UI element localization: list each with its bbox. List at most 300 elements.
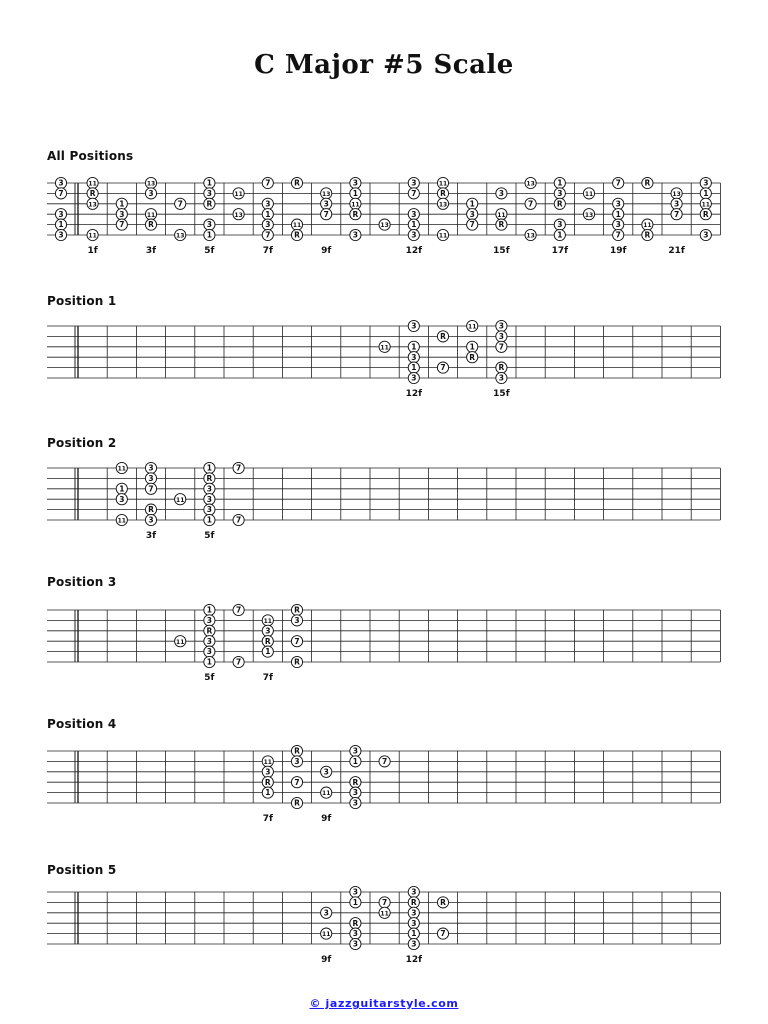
note-label: 3 — [206, 616, 213, 625]
note-label: 11 — [701, 201, 710, 209]
note-marker — [350, 928, 361, 939]
note-label: 3 — [265, 199, 271, 209]
note-label: 3 — [411, 352, 417, 362]
note-label: 3 — [352, 746, 359, 756]
note-label: 7 — [440, 929, 446, 939]
note-label: 11 — [584, 191, 594, 198]
note-marker — [379, 219, 390, 230]
note-marker — [116, 483, 127, 494]
note-label: 3 — [352, 788, 359, 798]
page-title: C Major #5 Scale — [254, 50, 514, 80]
note-label: 13 — [234, 211, 243, 219]
note-marker — [262, 777, 273, 788]
note-label: R — [644, 178, 651, 188]
note-marker — [613, 219, 624, 230]
note-label: 1 — [469, 199, 475, 209]
note-marker — [525, 198, 536, 209]
note-marker — [262, 787, 273, 798]
note-label: 1 — [119, 199, 125, 209]
note-marker — [116, 462, 127, 473]
note-marker — [262, 198, 273, 209]
note-marker — [204, 473, 215, 484]
note-marker — [204, 625, 215, 636]
note-marker — [642, 177, 653, 188]
note-label: 7 — [440, 363, 446, 373]
note-label: 3 — [206, 484, 213, 494]
note-marker — [467, 352, 478, 363]
fret-number-label: 9f — [321, 955, 332, 965]
note-label: R — [702, 209, 709, 219]
note-label: 3 — [411, 178, 417, 188]
note-marker — [233, 514, 244, 525]
note-marker — [321, 787, 332, 798]
note-marker — [55, 229, 66, 240]
note-marker — [408, 897, 419, 908]
note-marker — [408, 219, 419, 230]
note-marker — [437, 177, 448, 188]
note-label: 11 — [643, 222, 652, 230]
note-label: 11 — [88, 180, 97, 188]
note-label: 3 — [615, 220, 621, 230]
fret-number-label: 9f — [321, 814, 332, 824]
note-marker — [204, 636, 215, 647]
note-marker — [408, 372, 419, 383]
note-marker — [87, 198, 98, 209]
note-label: 11 — [380, 344, 389, 352]
note-marker — [350, 756, 361, 767]
note-marker — [262, 615, 273, 626]
fret-number-label: 1f — [87, 246, 98, 256]
note-marker — [291, 604, 302, 615]
note-marker — [379, 756, 390, 767]
note-label: 11 — [438, 232, 448, 240]
note-label: 3 — [323, 767, 329, 777]
note-marker — [87, 177, 98, 188]
note-label: 7 — [177, 199, 183, 209]
note-marker — [175, 636, 186, 647]
fretboard-position-3 — [0, 602, 768, 702]
note-label: R — [264, 777, 271, 787]
note-marker — [496, 188, 507, 199]
note-label: 11 — [292, 222, 302, 230]
note-marker — [525, 229, 536, 240]
note-label: 3 — [148, 474, 154, 483]
note-marker — [554, 177, 565, 188]
note-label: 1 — [615, 209, 621, 219]
note-marker — [467, 198, 478, 209]
note-marker — [321, 198, 332, 209]
note-marker — [671, 209, 682, 220]
note-marker — [204, 229, 215, 240]
note-marker — [583, 188, 594, 199]
note-marker — [233, 656, 244, 667]
note-label: 11 — [88, 232, 97, 240]
note-marker — [350, 188, 361, 199]
note-label: 3 — [58, 230, 64, 240]
note-label: 3 — [673, 199, 680, 209]
note-marker — [408, 320, 419, 331]
note-label: 3 — [148, 463, 154, 473]
note-label: 1 — [206, 178, 213, 188]
note-label: 7 — [119, 220, 125, 230]
note-marker — [262, 209, 273, 220]
note-label: R — [294, 798, 300, 808]
note-label: 13 — [322, 191, 331, 198]
section-title-position-2: Position 2 — [47, 436, 117, 450]
note-marker — [408, 341, 419, 352]
note-label: 1 — [557, 230, 563, 240]
note-marker — [291, 229, 302, 240]
note-label: 3 — [119, 494, 125, 504]
note-label: 3 — [411, 918, 417, 928]
note-label: R — [294, 230, 300, 240]
note-marker — [145, 188, 156, 199]
note-marker — [233, 604, 244, 615]
note-label: 3 — [352, 230, 359, 240]
note-label: 11 — [117, 465, 126, 473]
note-label: 3 — [352, 929, 359, 939]
note-label: R — [206, 474, 213, 483]
note-marker — [583, 209, 594, 220]
note-label: 3 — [148, 189, 154, 198]
note-marker — [437, 198, 448, 209]
section-title-position-4: Position 4 — [47, 717, 117, 731]
note-marker — [437, 362, 448, 373]
note-label: 3 — [352, 178, 359, 188]
note-label: 11 — [322, 931, 331, 939]
note-label: 11 — [234, 191, 243, 198]
note-label: 13 — [146, 180, 156, 188]
note-marker — [204, 656, 215, 667]
note-marker — [350, 787, 361, 798]
note-marker — [291, 219, 302, 230]
note-marker — [700, 209, 711, 220]
note-marker — [204, 514, 215, 525]
note-label: 13 — [176, 232, 185, 240]
note-marker — [467, 219, 478, 230]
note-marker — [350, 886, 361, 897]
note-marker — [262, 636, 273, 647]
note-marker — [204, 504, 215, 515]
note-marker — [116, 198, 127, 209]
note-label: 11 — [438, 180, 448, 188]
note-marker — [554, 188, 565, 199]
note-marker — [350, 797, 361, 808]
note-label: 7 — [294, 636, 300, 646]
note-label: 3 — [411, 209, 417, 219]
fret-number-label: 7f — [262, 673, 273, 683]
note-label: 1 — [352, 189, 359, 198]
note-marker — [496, 219, 507, 230]
note-label: R — [410, 898, 417, 907]
note-label: R — [294, 657, 300, 667]
note-label: 11 — [176, 496, 185, 504]
fret-number-label: 12f — [405, 955, 423, 965]
fret-number-label: 5f — [204, 531, 215, 541]
note-marker — [321, 766, 332, 777]
note-marker — [350, 177, 361, 188]
note-marker — [175, 229, 186, 240]
note-marker — [204, 483, 215, 494]
note-marker — [437, 188, 448, 199]
note-label: 1 — [58, 220, 64, 230]
note-marker — [379, 907, 390, 918]
note-label: R — [352, 918, 359, 928]
fretboard-all-positions — [0, 175, 768, 275]
note-label: 13 — [526, 180, 535, 188]
note-label: 7 — [615, 178, 621, 188]
note-marker — [408, 918, 419, 929]
note-label: 7 — [323, 209, 329, 219]
note-marker — [350, 745, 361, 756]
note-label: 1 — [265, 209, 271, 219]
note-label: 1 — [206, 463, 213, 473]
note-marker — [145, 483, 156, 494]
note-label: 3 — [265, 220, 271, 230]
note-marker — [145, 504, 156, 515]
fret-number-label: 21f — [668, 246, 685, 256]
note-label: 1 — [206, 515, 213, 525]
note-marker — [700, 198, 711, 209]
note-label: R — [440, 898, 446, 907]
note-label: 1 — [206, 605, 213, 615]
note-marker — [613, 198, 624, 209]
note-label: 3 — [323, 908, 329, 918]
note-marker — [467, 320, 478, 331]
note-label: 7 — [265, 230, 271, 240]
note-marker — [525, 177, 536, 188]
note-label: 3 — [411, 321, 417, 331]
section-title-position-3: Position 3 — [47, 575, 117, 589]
note-marker — [233, 188, 244, 199]
note-marker — [175, 494, 186, 505]
note-marker — [408, 907, 419, 918]
note-label: 7 — [265, 178, 271, 188]
note-marker — [321, 907, 332, 918]
fretboard-position-1 — [0, 318, 768, 418]
fretboard-position-5 — [0, 884, 768, 984]
note-label: 1 — [265, 788, 271, 798]
note-label: 3 — [148, 515, 154, 525]
note-marker — [408, 938, 419, 949]
note-label: 1 — [119, 484, 125, 494]
fret-number-label: 5f — [204, 673, 215, 683]
section-title-all-positions: All Positions — [47, 149, 134, 163]
note-marker — [613, 209, 624, 220]
note-label: R — [89, 189, 96, 198]
fret-number-label: 12f — [405, 246, 423, 256]
fret-number-label: 9f — [321, 246, 332, 256]
note-label: R — [440, 332, 446, 341]
fret-number-label: 5f — [204, 246, 215, 256]
note-label: R — [264, 636, 271, 646]
fret-number-label: 7f — [262, 246, 273, 256]
note-label: 3 — [498, 332, 505, 341]
note-marker — [55, 209, 66, 220]
note-label: 7 — [469, 220, 475, 230]
note-marker — [204, 604, 215, 615]
note-label: 3 — [294, 757, 300, 766]
note-label: 3 — [294, 616, 300, 625]
note-label: 3 — [119, 209, 125, 219]
fretboard-position-2 — [0, 460, 768, 560]
note-label: 3 — [498, 321, 505, 331]
note-marker — [350, 229, 361, 240]
note-label: 11 — [380, 910, 389, 918]
note-label: 3 — [265, 767, 271, 777]
note-marker — [408, 928, 419, 939]
note-marker — [437, 331, 448, 342]
note-marker — [437, 229, 448, 240]
note-marker — [496, 372, 507, 383]
note-label: 1 — [411, 342, 417, 352]
note-label: R — [206, 199, 213, 209]
note-marker — [55, 188, 66, 199]
note-label: R — [556, 199, 563, 209]
note-label: 3 — [498, 189, 505, 198]
note-marker — [350, 897, 361, 908]
note-marker — [321, 928, 332, 939]
note-label: 1 — [352, 757, 359, 766]
note-label: 7 — [235, 605, 242, 615]
note-marker — [613, 229, 624, 240]
footer — [0, 992, 768, 1011]
note-marker — [554, 229, 565, 240]
note-marker — [408, 886, 419, 897]
note-marker — [554, 198, 565, 209]
section-title-position-1: Position 1 — [47, 294, 117, 308]
note-label: 7 — [235, 463, 242, 473]
note-label: 7 — [58, 189, 64, 198]
note-marker — [291, 636, 302, 647]
note-marker — [350, 918, 361, 929]
note-label: 3 — [206, 647, 213, 657]
note-marker — [467, 341, 478, 352]
note-label: R — [352, 209, 359, 219]
note-label: 1 — [557, 178, 563, 188]
note-marker — [175, 198, 186, 209]
note-marker — [321, 209, 332, 220]
note-marker — [55, 177, 66, 188]
note-marker — [291, 797, 302, 808]
note-label: 13 — [380, 222, 389, 230]
note-label: 1 — [206, 230, 213, 240]
note-label: R — [294, 605, 300, 615]
note-label: 3 — [703, 178, 709, 188]
note-marker — [642, 219, 653, 230]
note-marker — [379, 897, 390, 908]
note-label: 3 — [411, 908, 417, 918]
note-marker — [671, 198, 682, 209]
note-marker — [204, 177, 215, 188]
note-label: 11 — [146, 211, 156, 219]
note-label: 7 — [498, 342, 505, 352]
note-marker — [145, 177, 156, 188]
note-marker — [291, 656, 302, 667]
fret-number-label: 17f — [551, 246, 569, 256]
note-marker — [350, 198, 361, 209]
note-marker — [379, 341, 390, 352]
note-label: 3 — [206, 494, 213, 504]
note-marker — [116, 514, 127, 525]
note-label: 11 — [263, 759, 272, 766]
note-marker — [613, 177, 624, 188]
fretboard-position-4 — [0, 743, 768, 843]
note-marker — [408, 188, 419, 199]
note-label: 11 — [176, 638, 185, 646]
note-label: 1 — [411, 220, 417, 230]
note-label: 7 — [235, 515, 242, 525]
note-label: 3 — [352, 798, 359, 808]
note-label: 3 — [557, 189, 563, 198]
note-label: 7 — [615, 230, 621, 240]
note-marker — [408, 209, 419, 220]
note-label: R — [148, 505, 154, 515]
note-marker — [350, 938, 361, 949]
note-marker — [204, 494, 215, 505]
note-marker — [145, 219, 156, 230]
note-marker — [700, 177, 711, 188]
note-label: 3 — [58, 178, 64, 188]
note-label: 3 — [206, 220, 213, 230]
note-marker — [262, 646, 273, 657]
note-label: 1 — [469, 342, 475, 352]
note-label: R — [352, 777, 359, 787]
note-marker — [496, 331, 507, 342]
note-marker — [233, 462, 244, 473]
footer-link[interactable]: © jazzguitarstyle.com — [309, 997, 459, 1010]
note-label: 11 — [351, 201, 360, 209]
note-label: 3 — [265, 626, 271, 636]
note-label: 3 — [703, 230, 709, 240]
note-label: 7 — [381, 757, 388, 766]
note-marker — [350, 209, 361, 220]
note-label: 11 — [468, 323, 477, 331]
note-marker — [291, 745, 302, 756]
note-label: R — [294, 746, 300, 756]
note-label: 3 — [469, 209, 475, 219]
note-label: 3 — [411, 230, 417, 240]
note-marker — [437, 897, 448, 908]
note-label: 13 — [88, 201, 97, 209]
note-marker — [700, 188, 711, 199]
fret-number-label: 15f — [493, 246, 510, 256]
note-marker — [145, 473, 156, 484]
note-marker — [408, 362, 419, 373]
note-marker — [204, 646, 215, 657]
note-label: R — [294, 178, 300, 188]
note-label: 7 — [235, 657, 242, 667]
note-marker — [408, 229, 419, 240]
note-marker — [87, 188, 98, 199]
note-marker — [291, 615, 302, 626]
note-marker — [642, 229, 653, 240]
note-marker — [262, 625, 273, 636]
note-label: 1 — [703, 189, 709, 198]
note-marker — [496, 362, 507, 373]
note-label: 7 — [527, 199, 534, 209]
note-marker — [204, 188, 215, 199]
note-label: 3 — [206, 636, 213, 646]
note-label: 13 — [526, 232, 535, 240]
note-label: 1 — [265, 647, 271, 657]
note-marker — [204, 198, 215, 209]
note-label: 3 — [615, 199, 621, 209]
note-marker — [321, 188, 332, 199]
note-marker — [204, 615, 215, 626]
note-label: 7 — [381, 898, 388, 907]
note-label: 13 — [438, 201, 448, 209]
